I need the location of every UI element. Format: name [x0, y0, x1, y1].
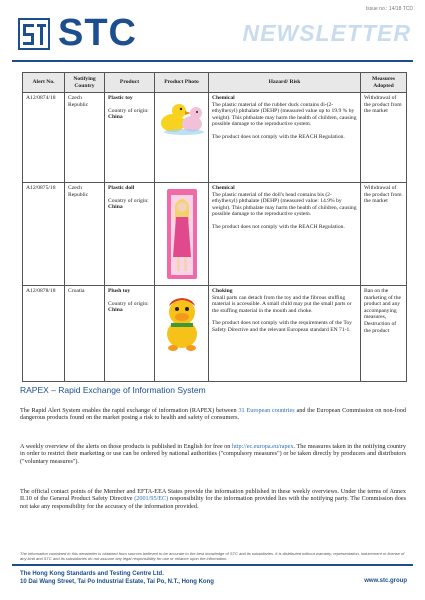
compliance-note: The product does not comply with the requirements of the Toy Safety Directive and the relevant European standard EN 71-1. — [212, 320, 352, 333]
table-row — [23, 286, 407, 382]
product-photo-cell — [155, 183, 209, 286]
page-header — [0, 0, 425, 62]
compliance-note: The product does not comply with the REACH Regulation. — [212, 223, 345, 230]
hazard-type: Choking — [212, 288, 233, 294]
compliance-note: The product does not comply with the REACH Regulation. — [212, 133, 345, 140]
column-header: Notifying Country — [65, 73, 105, 93]
footer-divider — [12, 564, 413, 566]
newsletter-title: NEWSLETTER — [242, 20, 411, 46]
measures-adopted: Withdrawal of the product from the market — [361, 93, 407, 183]
table-row — [23, 183, 407, 286]
hazard-description: The plastic material of the doll's head contains bis (2-ethylhexyl) phthalate (DEHP) (measured value: 14.9% by weight). This phthalate may harm the health of children, causing possible damage to the reproductive system. — [212, 191, 357, 218]
plush-toy-photo — [159, 290, 205, 354]
column-header: Product — [105, 73, 155, 93]
rapex-website-link[interactable]: http://ec.europa.eu/rapex — [231, 443, 294, 450]
rapex-paragraph-1 — [20, 407, 406, 422]
alert-number: A12/0874/18 — [23, 93, 65, 183]
origin-label: Country of origin: — [108, 197, 149, 204]
column-header: Product Photo — [155, 73, 209, 93]
product-photo-cell — [155, 286, 209, 382]
hazard-cell — [209, 183, 361, 286]
paragraph-text: A weekly overview of the alerts on those products is published in English for free on — [20, 443, 232, 450]
table-header-row — [23, 73, 407, 93]
rapex-paragraph-3 — [20, 488, 406, 510]
issue-number: Issue no.: 14/18 TCD — [365, 6, 413, 12]
notifying-country: Czech Republic — [65, 93, 105, 183]
table-row — [23, 93, 407, 183]
hazard-description: Small parts can detach from the toy and the fibrous stuffing material is accessible. A small child may put the small parts or the stuffing material in the mouth and choke. — [212, 294, 352, 314]
origin-label: Country of origin: — [108, 107, 149, 114]
company-name: The Hong Kong Standards and Testing Centre Ltd. — [20, 571, 164, 577]
hazard-type: Chemical — [212, 185, 235, 191]
stc-logo-icon — [18, 18, 50, 50]
notifying-country: Croatia — [65, 286, 105, 382]
paragraph-text: The official contact points of the Member and EFTA-EEA States provide the information published in these weekly overviews. Under the terms of Annex II.10 of the General Product Safety Directive — [20, 488, 406, 503]
measures-adopted: Ban on the marketing of the product and any accompanying measures, Destruction of the product — [361, 286, 407, 382]
alerts-table — [22, 72, 407, 382]
product-cell — [105, 93, 155, 183]
header-divider — [12, 60, 413, 62]
hazard-cell — [209, 286, 361, 382]
rubber-duck-photo — [159, 97, 205, 137]
product-name: Plastic doll — [108, 185, 135, 191]
rapex-paragraph-2 — [20, 443, 406, 465]
origin-label: Country of origin: — [108, 300, 149, 307]
product-name: Plush toy — [108, 288, 131, 294]
directive-link[interactable]: (2001/95/EC) — [134, 495, 169, 503]
product-cell — [105, 286, 155, 382]
company-address: 10 Dai Wang Street, Tai Po Industrial Estate, Tai Po, N.T., Hong Kong — [20, 579, 214, 585]
rapex-title: RAPEX – Rapid Exchange of Information System — [20, 385, 206, 395]
hazard-cell — [209, 93, 361, 183]
footer-website-link[interactable]: www.stc.group — [364, 578, 407, 584]
alert-number: A12/0878/18 — [23, 286, 65, 382]
origin-country: China — [108, 307, 123, 314]
stc-logo-text: STC — [58, 12, 137, 54]
column-header: Alert No. — [23, 73, 65, 93]
doll-box-photo — [165, 187, 199, 281]
european-countries-link[interactable]: 31 European countries — [238, 407, 295, 414]
product-name: Plastic toy — [108, 95, 133, 101]
paragraph-text: and the European Commission on non-food dangerous products found on the market posing a risk to health and safety of consumers. — [20, 407, 406, 422]
measures-adopted: Withdrawal of the product from the market — [361, 183, 407, 286]
product-photo-cell — [155, 93, 209, 183]
column-header: Measures Adopted — [361, 73, 407, 93]
alert-number: A12/0875/18 — [23, 183, 65, 286]
hazard-type: Chemical — [212, 95, 235, 101]
paragraph-text: . The measures taken in the notifying country in order to restrict their marketing or use can be ordered by national authorities ("compulsory measures") or be taken directly by producers and distributors ("voluntary measures"). — [20, 443, 407, 465]
product-cell — [105, 183, 155, 286]
footer-company — [20, 570, 214, 586]
origin-country: China — [108, 204, 123, 211]
footer-disclaimer: The information contained in this newsletter is obtained from sources believed to be accurate to the best knowledge of STC and its subsidiaries. It is distributed without warranty, representation, inducement or license of any kind and STC and its subsidiaries do not assume any legal responsibility for use or reliance upon the information. — [20, 551, 405, 561]
hazard-description: The plastic material of the rubber duck contains di-(2-ethylhexyl) phthalate (DEHP) (measured value up to 19.9 % by weight). This phthalate may harm the health of children, causing possible damage to the reproductive system. — [212, 101, 357, 128]
paragraph-text: The Rapid Alert System enables the rapid exchange of information (RAPEX) between — [20, 407, 239, 414]
paragraph-text: responsibility for the information provided lies with the notifying party. The Commission does not take any responsibility for the accuracy of the information provided. — [20, 495, 406, 510]
column-header: Hazard/ Risk — [209, 73, 361, 93]
notifying-country: Czech Republic — [65, 183, 105, 286]
origin-country: China — [108, 114, 123, 121]
